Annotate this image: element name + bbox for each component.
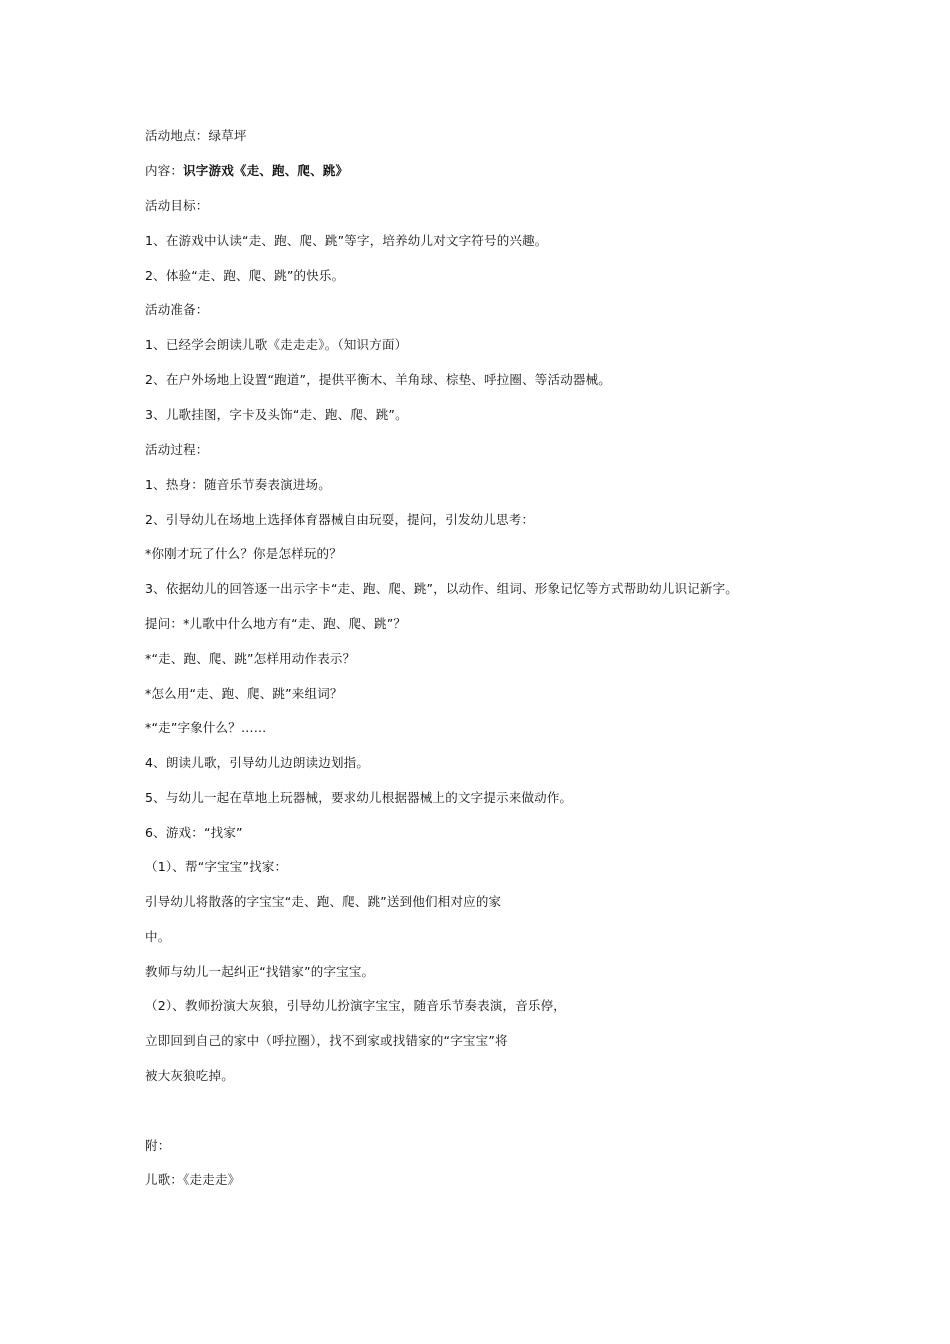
process-step-5: 5、与幼儿一起在草地上玩器械，要求幼儿根据器械上的文字提示来做动作。 (145, 790, 573, 805)
preparation-item-2: 2、在户外场地上设置“跑道”，提供平衡木、羊角球、棕垫、呼拉圈、等活动器械。 (145, 372, 612, 387)
goal-item-2: 2、体验“走、跑、爬、跳”的快乐。 (145, 268, 345, 283)
process-heading: 活动过程： (145, 442, 209, 457)
game-part-2-text-a: （2）、教师扮演大灰狼，引导幼儿扮演字宝宝，随音乐节奏表演，音乐停， (145, 998, 567, 1013)
process-step-2-question: *你刚才玩了什么？你是怎样玩的？ (145, 546, 342, 561)
game-part-2-text-c: 被大灰狼吃掉。 (145, 1068, 234, 1083)
preparation-item-1: 1、已经学会朗读儿歌《走走走》。（知识方面） (145, 337, 408, 352)
game-part-1-text-b: 中。 (145, 929, 171, 944)
process-step-3-question-1: 提问：*儿歌中什么地方有“走、跑、爬、跳”？ (145, 616, 407, 631)
song-title: 儿歌：《走走走》 (145, 1172, 241, 1187)
preparation-heading: 活动准备： (145, 302, 209, 317)
process-step-3: 3、依据幼儿的回答逐一出示字卡“走、跑、爬、跳”，以动作、组词、形象记忆等方式帮助幼儿识记新字。 (145, 581, 739, 596)
preparation-item-3: 3、儿歌挂图，字卡及头饰“走、跑、爬、跳”。 (145, 407, 408, 422)
process-step-3-question-2: *“走、跑、爬、跳”怎样用动作表示？ (145, 651, 356, 666)
content-title: 识字游戏《走、跑、爬、跳》 (183, 163, 349, 178)
appendix-label: 附： (145, 1138, 171, 1153)
activity-content (145, 163, 348, 179)
process-step-1: 1、热身：随音乐节奏表演进场。 (145, 477, 331, 492)
process-step-3-question-3: *怎么用“走、跑、爬、跳”来组词？ (145, 686, 343, 701)
activity-location: 活动地点：绿草坪 (145, 128, 247, 143)
process-step-2: 2、引导幼儿在场地上选择体育器械自由玩耍，提问，引发幼儿思考： (145, 512, 535, 527)
content-label: 内容： (145, 163, 184, 178)
game-part-1-heading: （1）、帮“字宝宝”找家： (145, 859, 288, 874)
game-part-1-text-a: 引导幼儿将散落的字宝宝“走、跑、爬、跳”送到他们相对应的家 (145, 894, 502, 909)
goal-item-1: 1、在游戏中认读“走、跑、爬、跳”等字，培养幼儿对文字符号的兴趣。 (145, 233, 548, 248)
process-step-3-question-4: *“走”字象什么？…… (145, 720, 267, 735)
game-part-2-text-b: 立即回到自己的家中（呼拉圈），找不到家或找错家的“字宝宝”将 (145, 1033, 508, 1048)
game-part-1-text-c: 教师与幼儿一起纠正“找错家”的字宝宝。 (145, 964, 375, 979)
goals-heading: 活动目标： (145, 198, 209, 213)
process-step-6: 6、游戏：“找家” (145, 825, 243, 840)
process-step-4: 4、朗读儿歌，引导幼儿边朗读边划指。 (145, 755, 370, 770)
